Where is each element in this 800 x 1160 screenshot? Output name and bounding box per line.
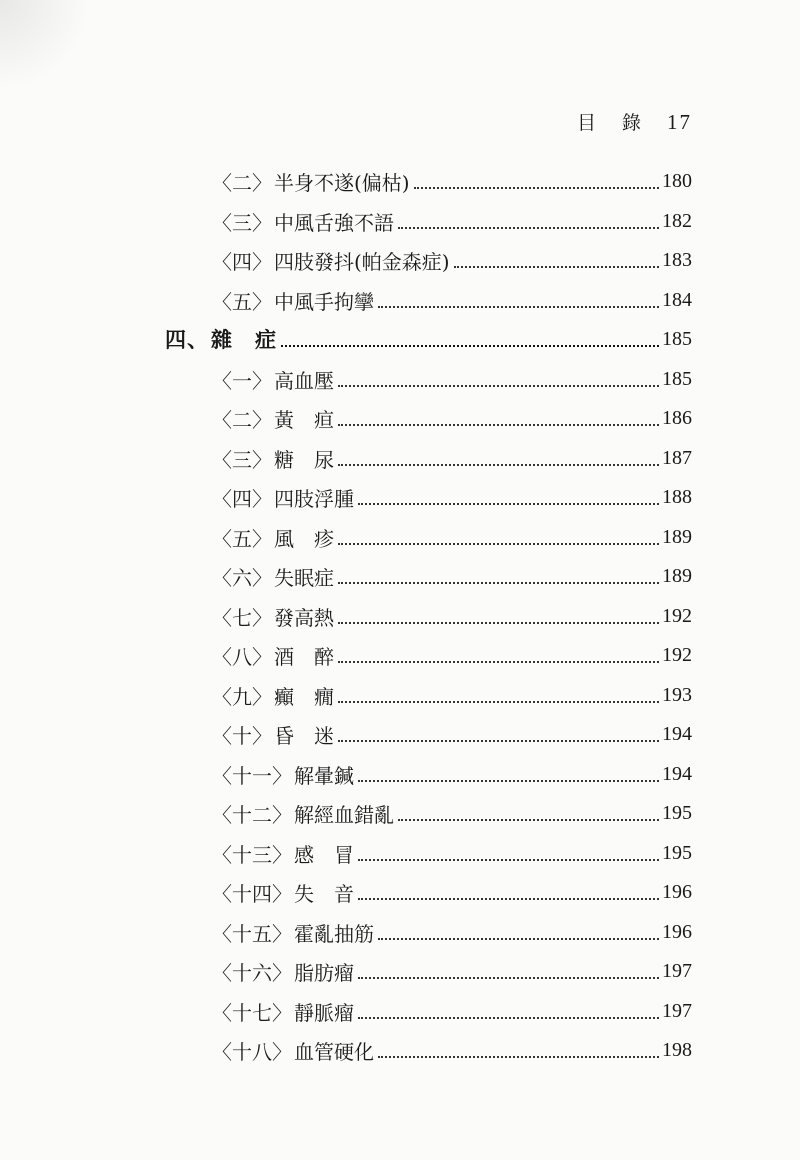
dot-leader bbox=[338, 740, 659, 742]
dot-leader bbox=[454, 266, 659, 268]
toc-entry-title: 發高熱 bbox=[274, 605, 334, 630]
toc-entry-label bbox=[212, 799, 394, 828]
dot-leader bbox=[378, 938, 659, 940]
toc-entry-label bbox=[212, 286, 374, 315]
toc-entry-page: 195 bbox=[662, 841, 692, 864]
toc-entry-number: 〈十五〉 bbox=[212, 921, 292, 946]
toc-entry-title: 半身不遂(偏枯) bbox=[274, 170, 410, 195]
dot-leader bbox=[358, 780, 659, 782]
toc-entry-row bbox=[0, 400, 800, 436]
toc-entry-page: 186 bbox=[662, 406, 692, 429]
dot-leader bbox=[338, 582, 659, 584]
dot-leader bbox=[338, 701, 659, 703]
toc-entry-number: 〈二〉 bbox=[212, 170, 272, 195]
toc-entry-title: 四肢發抖(帕金森症) bbox=[274, 249, 450, 274]
toc-entry-title: 血管硬化 bbox=[294, 1039, 374, 1064]
toc-entry-row bbox=[0, 914, 800, 950]
toc-entry-label bbox=[212, 1036, 374, 1065]
dot-leader bbox=[338, 464, 659, 466]
toc-entry-title: 霍亂抽筋 bbox=[294, 921, 374, 946]
toc-entry-label bbox=[212, 483, 354, 512]
dot-leader bbox=[358, 1017, 659, 1019]
toc-entry-row bbox=[0, 598, 800, 634]
toc-entry-number: 〈十二〉 bbox=[212, 802, 292, 827]
toc-entry-page: 192 bbox=[662, 643, 692, 666]
toc-entry-number: 〈一〉 bbox=[212, 368, 272, 393]
toc-entry-row bbox=[0, 242, 800, 278]
toc-entry-title: 失眠症 bbox=[274, 565, 334, 590]
toc-entry-number: 〈九〉 bbox=[212, 684, 272, 709]
toc-entry-row bbox=[0, 558, 800, 594]
toc-entry-title: 雜 症 bbox=[211, 327, 277, 352]
toc-entry-row bbox=[0, 795, 800, 831]
toc-entry-number: 〈五〉 bbox=[212, 526, 272, 551]
dot-leader bbox=[338, 661, 659, 663]
toc-entry-title: 四肢浮腫 bbox=[274, 486, 354, 511]
toc-entry-page: 193 bbox=[662, 683, 692, 706]
dot-leader bbox=[358, 503, 659, 505]
toc-entry-label bbox=[212, 720, 334, 749]
toc-entry-label bbox=[212, 404, 334, 433]
page-header bbox=[577, 108, 692, 135]
toc-entry-page: 189 bbox=[662, 525, 692, 548]
toc-entry-title: 解暈鍼 bbox=[294, 763, 354, 788]
toc-entry-number: 〈十一〉 bbox=[212, 763, 292, 788]
toc-entry-number: 〈四〉 bbox=[212, 486, 272, 511]
toc-section-row bbox=[0, 321, 800, 357]
dot-leader bbox=[281, 345, 659, 347]
toc-entry-label bbox=[212, 246, 450, 275]
toc-entry-page: 182 bbox=[662, 209, 692, 232]
toc-entry-label bbox=[212, 444, 334, 473]
toc-entry-number: 〈六〉 bbox=[212, 565, 272, 590]
toc-entry-title: 感 冒 bbox=[294, 842, 354, 867]
toc-entry-label bbox=[212, 839, 354, 868]
toc-entry-page: 185 bbox=[662, 327, 692, 350]
toc-entry-title: 失 音 bbox=[294, 881, 354, 906]
dot-leader bbox=[398, 227, 659, 229]
toc-entry-title: 解經血錯亂 bbox=[294, 802, 394, 827]
toc-entry-row bbox=[0, 756, 800, 792]
toc-entry-page: 194 bbox=[662, 762, 692, 785]
dot-leader bbox=[414, 187, 659, 189]
header-title: 目 錄 bbox=[576, 112, 651, 134]
toc-entry-number: 〈十三〉 bbox=[212, 842, 292, 867]
toc-entry-label bbox=[212, 878, 354, 907]
toc-entry-row bbox=[0, 163, 800, 199]
toc-entry-number: 〈十六〉 bbox=[212, 960, 292, 985]
toc-entry-number: 〈五〉 bbox=[212, 289, 272, 314]
dot-leader bbox=[358, 859, 659, 861]
toc-entry-title: 脂肪瘤 bbox=[294, 960, 354, 985]
toc-entry-label bbox=[212, 760, 354, 789]
toc-entry-number: 〈十七〉 bbox=[212, 1000, 292, 1025]
toc-entry-label bbox=[212, 918, 374, 947]
toc-entry-page: 192 bbox=[662, 604, 692, 627]
toc-entry-row bbox=[0, 440, 800, 476]
toc-entry-row bbox=[0, 1032, 800, 1068]
toc-entry-row bbox=[0, 874, 800, 910]
toc-entry-row bbox=[0, 203, 800, 239]
dot-leader bbox=[338, 622, 659, 624]
toc-entry-row bbox=[0, 519, 800, 555]
toc-entry-page: 184 bbox=[662, 288, 692, 311]
toc-entry-label bbox=[212, 562, 334, 591]
toc-entry-row bbox=[0, 835, 800, 871]
toc-entry-row bbox=[0, 716, 800, 752]
toc-entry-title: 中風舌強不語 bbox=[274, 210, 394, 235]
toc-entry-page: 194 bbox=[662, 722, 692, 745]
toc-entry-page: 195 bbox=[662, 801, 692, 824]
toc-entry-label bbox=[212, 957, 354, 986]
toc-entry-row bbox=[0, 677, 800, 713]
dot-leader bbox=[378, 1056, 659, 1058]
toc-entry-page: 180 bbox=[662, 169, 692, 192]
toc-entry-page: 196 bbox=[662, 920, 692, 943]
toc-entry-number: 〈八〉 bbox=[212, 644, 272, 669]
toc-entry-page: 197 bbox=[662, 999, 692, 1022]
toc-entry-number: 〈十四〉 bbox=[212, 881, 292, 906]
toc-entry-label bbox=[212, 523, 334, 552]
toc-entry-label bbox=[212, 641, 334, 670]
header-page-number: 17 bbox=[667, 110, 692, 134]
toc-entry-label bbox=[212, 167, 410, 196]
toc-entry-label bbox=[212, 681, 334, 710]
toc-entry-row bbox=[0, 637, 800, 673]
toc-entry-number: 〈三〉 bbox=[212, 210, 272, 235]
toc-entry-page: 198 bbox=[662, 1038, 692, 1061]
toc-entry-row bbox=[0, 993, 800, 1029]
toc-entry-label bbox=[212, 365, 334, 394]
toc-entry-title: 昏 迷 bbox=[274, 723, 334, 748]
dot-leader bbox=[338, 543, 659, 545]
dot-leader bbox=[358, 898, 659, 900]
toc-entry-page: 197 bbox=[662, 959, 692, 982]
toc-entry-number: 〈七〉 bbox=[212, 605, 272, 630]
toc-entry-number: 〈三〉 bbox=[212, 447, 272, 472]
dot-leader bbox=[338, 424, 659, 426]
toc-entry-page: 187 bbox=[662, 446, 692, 469]
toc-entry-page: 196 bbox=[662, 880, 692, 903]
toc-entry-page: 183 bbox=[662, 248, 692, 271]
toc-entry-label bbox=[212, 602, 334, 631]
dot-leader bbox=[358, 977, 659, 979]
toc-entry-row bbox=[0, 282, 800, 318]
toc-entry-title: 癲 癇 bbox=[274, 684, 334, 709]
dot-leader bbox=[338, 385, 659, 387]
toc-entry-title: 黃 疸 bbox=[274, 407, 334, 432]
toc-entry-title: 中風手拘攣 bbox=[274, 289, 374, 314]
dot-leader bbox=[378, 306, 659, 308]
toc-entry-number: 四、 bbox=[165, 327, 209, 352]
toc-entry-title: 靜脈瘤 bbox=[294, 1000, 354, 1025]
toc-entry-row bbox=[0, 361, 800, 397]
toc-entry-page: 189 bbox=[662, 564, 692, 587]
toc-entry-label bbox=[212, 207, 394, 236]
toc-entry-number: 〈二〉 bbox=[212, 407, 272, 432]
toc-entry-title: 風 疹 bbox=[274, 526, 334, 551]
toc-entry-number: 〈十〉 bbox=[212, 723, 272, 748]
scan-shadow bbox=[0, 0, 90, 90]
toc-entry-label bbox=[165, 324, 277, 354]
toc-entry-number: 〈四〉 bbox=[212, 249, 272, 274]
toc-entry-page: 185 bbox=[662, 367, 692, 390]
toc-entry-row bbox=[0, 953, 800, 989]
toc-entry-label bbox=[212, 997, 354, 1026]
dot-leader bbox=[398, 819, 659, 821]
toc-entry-title: 糖 尿 bbox=[274, 447, 334, 472]
toc-entry-number: 〈十八〉 bbox=[212, 1039, 292, 1064]
toc-entry-title: 酒 醉 bbox=[274, 644, 334, 669]
toc-entry-row bbox=[0, 479, 800, 515]
toc-entry-title: 高血壓 bbox=[274, 368, 334, 393]
toc-entry-page: 188 bbox=[662, 485, 692, 508]
